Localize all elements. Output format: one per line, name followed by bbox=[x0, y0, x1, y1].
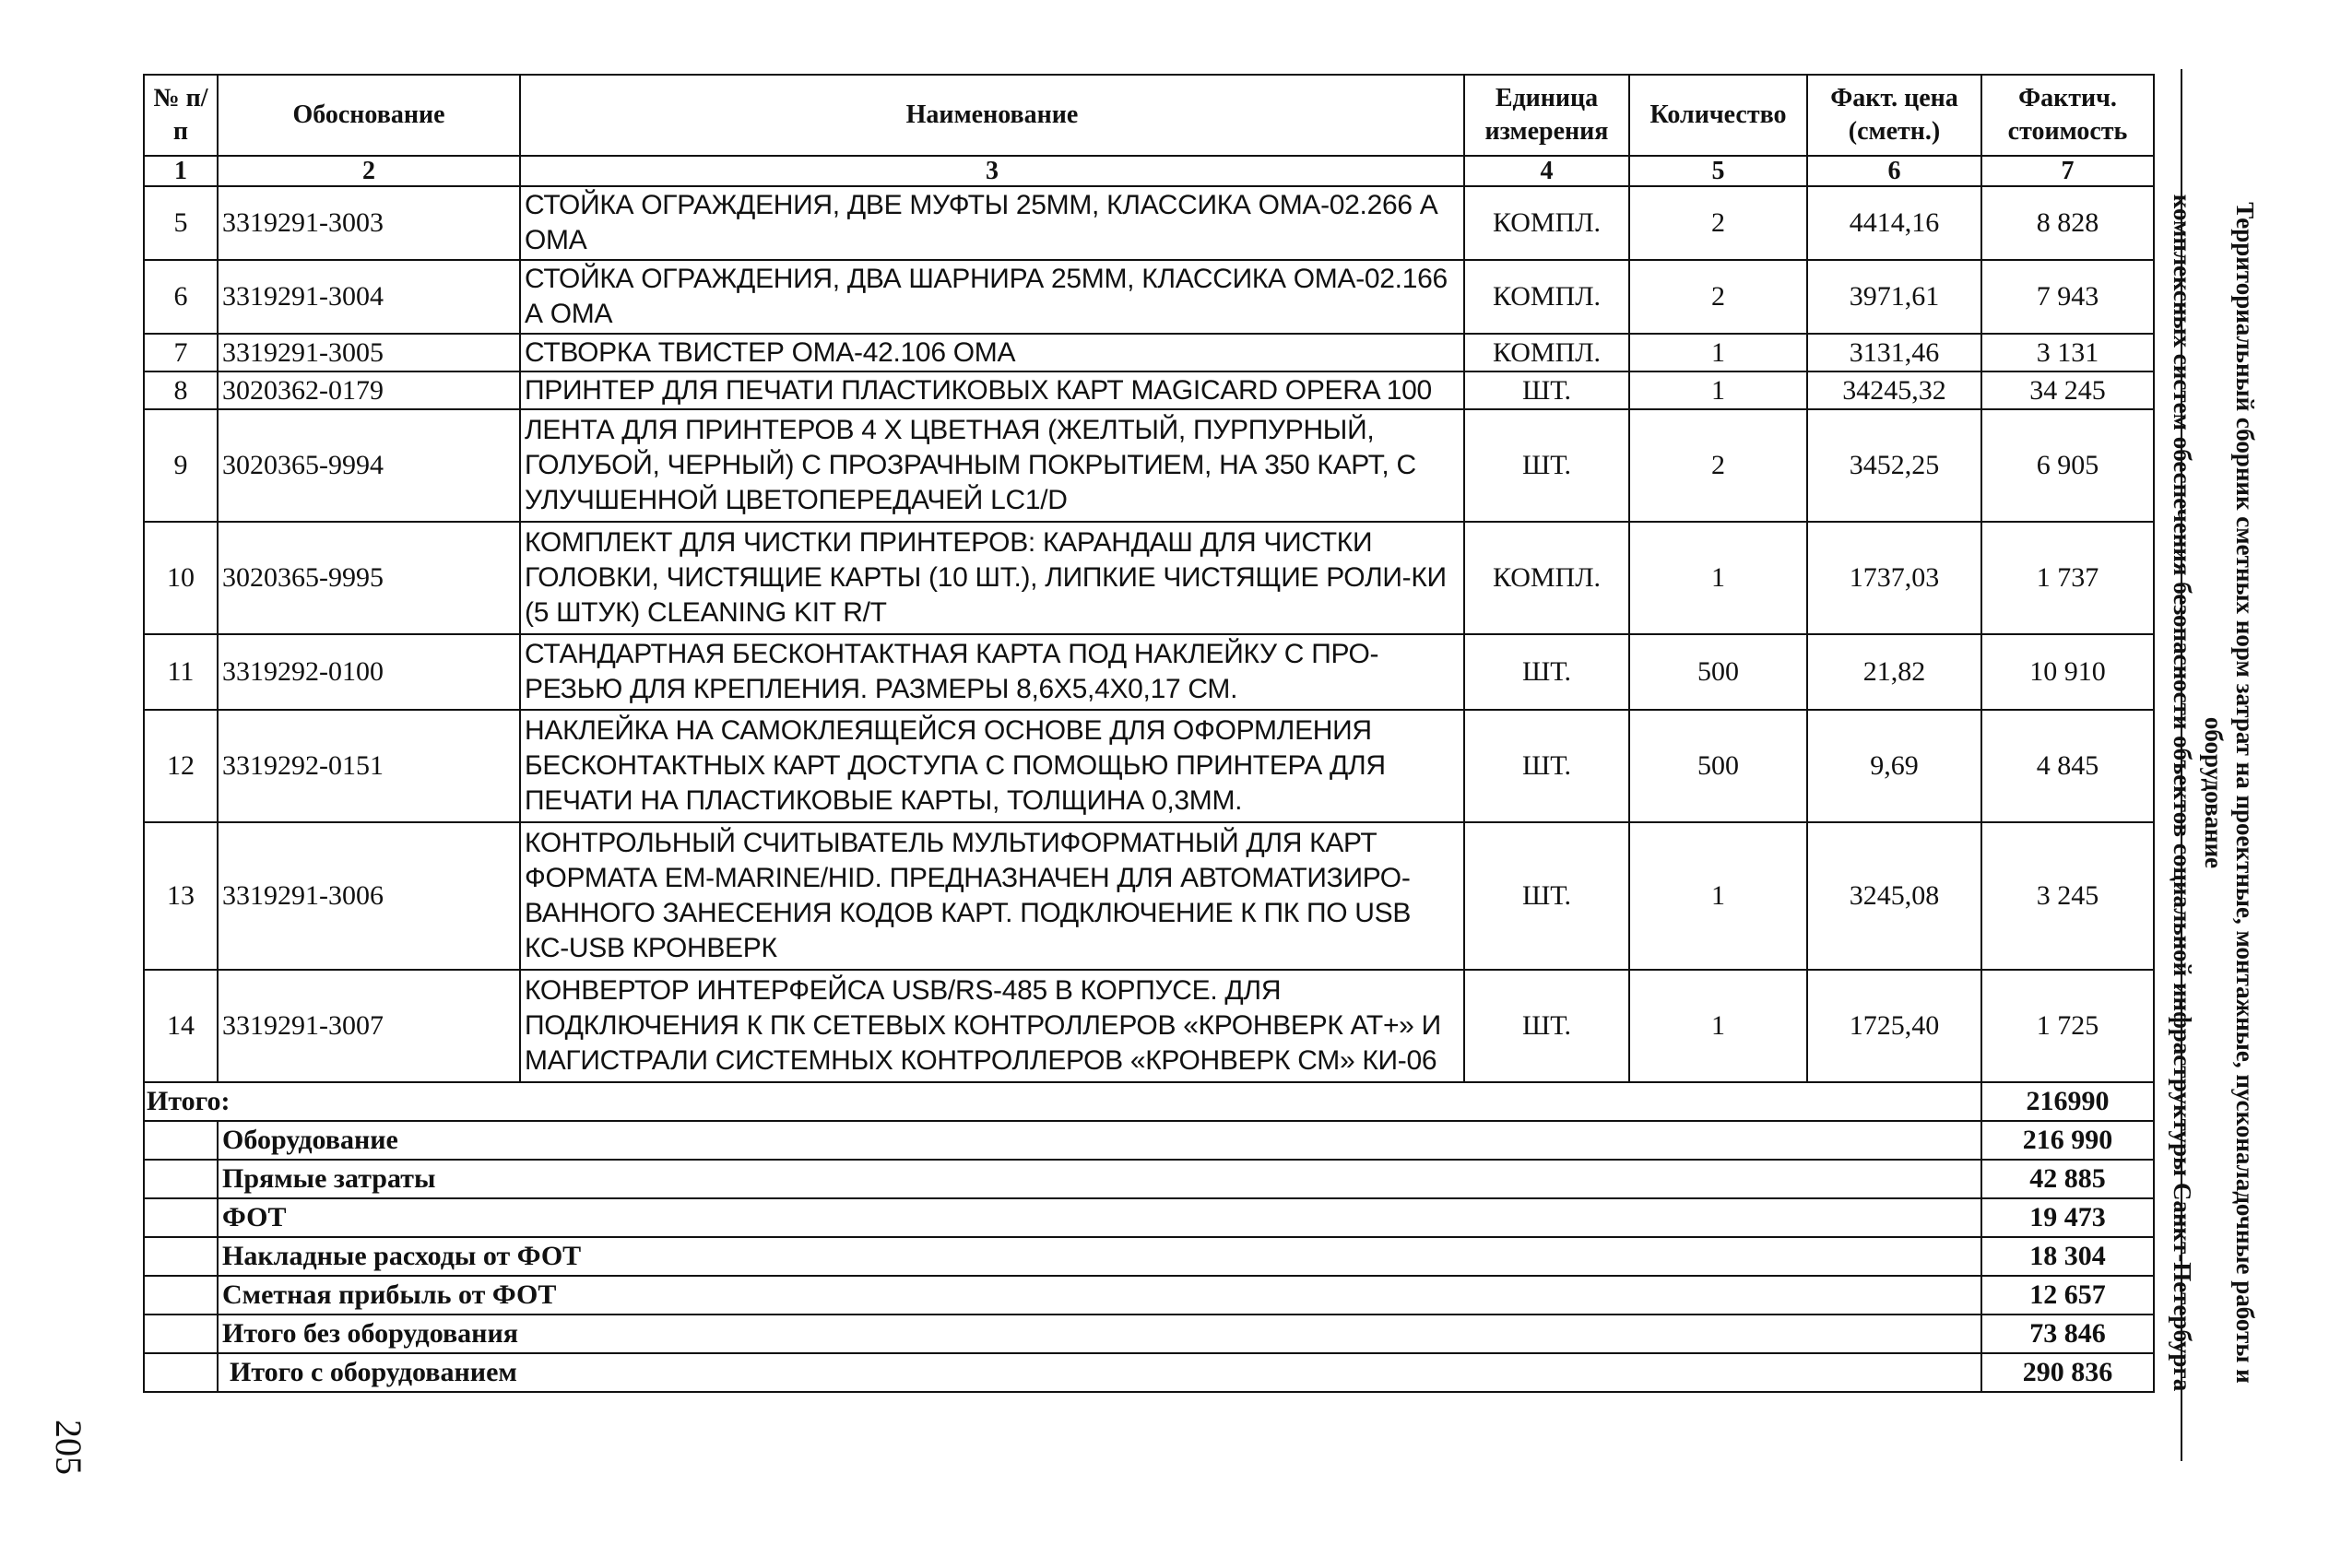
row-number: 14 bbox=[144, 970, 218, 1082]
table-row bbox=[144, 371, 2154, 409]
summary-label: Прямые затраты bbox=[218, 1160, 1981, 1198]
row-price: 4414,16 bbox=[1807, 186, 1981, 260]
row-number: 7 bbox=[144, 334, 218, 371]
row-cost: 8 828 bbox=[1981, 186, 2154, 260]
running-title-line-1: Территориальный сборник сметных норм затрат на проектные, монтажные, пусконаладочные работы и оборудование bbox=[2200, 202, 2259, 1384]
row-quantity: 1 bbox=[1629, 371, 1807, 409]
summary-label: Итого без оборудования bbox=[218, 1315, 1981, 1353]
row-basis: 3319291-3006 bbox=[218, 822, 520, 970]
row-number: 11 bbox=[144, 634, 218, 710]
row-cost: 4 845 bbox=[1981, 710, 2154, 822]
summary-label: Оборудование bbox=[218, 1121, 1981, 1160]
row-number: 10 bbox=[144, 522, 218, 634]
row-number: 6 bbox=[144, 260, 218, 334]
column-index: 5 bbox=[1629, 156, 1807, 186]
table-row bbox=[144, 334, 2154, 371]
row-price: 3452,25 bbox=[1807, 409, 1981, 522]
row-number: 9 bbox=[144, 409, 218, 522]
row-price: 1737,03 bbox=[1807, 522, 1981, 634]
row-number: 5 bbox=[144, 186, 218, 260]
summary-spacer bbox=[144, 1315, 218, 1353]
summary-row bbox=[144, 1353, 2154, 1392]
row-basis: 3020362-0179 bbox=[218, 371, 520, 409]
row-quantity: 1 bbox=[1629, 522, 1807, 634]
column-index: 6 bbox=[1807, 156, 1981, 186]
table-row bbox=[144, 634, 2154, 710]
summary-value: 73 846 bbox=[1981, 1315, 2154, 1353]
row-price: 3245,08 bbox=[1807, 822, 1981, 970]
row-cost: 10 910 bbox=[1981, 634, 2154, 710]
row-name: СТАНДАРТНАЯ БЕСКОНТАКТНАЯ КАРТА ПОД НАКЛЕЙКУ С ПРО-РЕЗЬЮ ДЛЯ КРЕПЛЕНИЯ. РАЗМЕРЫ 8,6Х5,4Х0,17 СМ. bbox=[520, 634, 1464, 710]
header-row bbox=[144, 75, 2154, 156]
summary-row bbox=[144, 1276, 2154, 1315]
table-row bbox=[144, 260, 2154, 334]
column-index: 1 bbox=[144, 156, 218, 186]
row-name: СТОЙКА ОГРАЖДЕНИЯ, ДВА ШАРНИРА 25ММ, КЛАССИКА ОМА-02.166 А ОМА bbox=[520, 260, 1464, 334]
row-cost: 3 245 bbox=[1981, 822, 2154, 970]
row-basis: 3319291-3005 bbox=[218, 334, 520, 371]
row-quantity: 2 bbox=[1629, 260, 1807, 334]
row-name: КОНВЕРТОР ИНТЕРФЕЙСА USB/RS-485 В КОРПУСЕ. ДЛЯ ПОДКЛЮЧЕНИЯ К ПК СЕТЕВЫХ КОНТРОЛЛЕРОВ «КРОНВЕРК АТ+» И МАГИСТРАЛИ СИСТЕМНЫХ КОНТРОЛЛЕРОВ «КРОНВЕРК СМ» КИ-06 bbox=[520, 970, 1464, 1082]
table-row bbox=[144, 970, 2154, 1082]
header-price: Факт. цена (сметн.) bbox=[1807, 75, 1981, 156]
row-unit: ШТ. bbox=[1464, 371, 1629, 409]
row-quantity: 1 bbox=[1629, 970, 1807, 1082]
row-unit: КОМПЛ. bbox=[1464, 186, 1629, 260]
summary-value: 19 473 bbox=[1981, 1198, 2154, 1237]
row-quantity: 500 bbox=[1629, 710, 1807, 822]
row-name: СТОЙКА ОГРАЖДЕНИЯ, ДВЕ МУФТЫ 25ММ, КЛАССИКА ОМА-02.266 А ОМА bbox=[520, 186, 1464, 260]
row-cost: 1 725 bbox=[1981, 970, 2154, 1082]
row-basis: 3319292-0100 bbox=[218, 634, 520, 710]
row-unit: ШТ. bbox=[1464, 822, 1629, 970]
summary-label: ФОТ bbox=[218, 1198, 1981, 1237]
row-cost: 3 131 bbox=[1981, 334, 2154, 371]
summary-row bbox=[144, 1121, 2154, 1160]
row-name: ЛЕНТА ДЛЯ ПРИНТЕРОВ 4 Х ЦВЕТНАЯ (ЖЕЛТЫЙ, ПУРПУРНЫЙ, ГОЛУБОЙ, ЧЕРНЫЙ) С ПРОЗРАЧНЫМ ПОКРЫТИЕМ, НА 350 КАРТ, С УЛУЧШЕННОЙ ЦВЕТОПЕРЕДАЧЕЙ LC1/D bbox=[520, 409, 1464, 522]
row-unit: ШТ. bbox=[1464, 634, 1629, 710]
row-unit: КОМПЛ. bbox=[1464, 522, 1629, 634]
row-unit: ШТ. bbox=[1464, 970, 1629, 1082]
row-quantity: 2 bbox=[1629, 186, 1807, 260]
summary-spacer bbox=[144, 1121, 218, 1160]
row-basis: 3020365-9994 bbox=[218, 409, 520, 522]
row-price: 1725,40 bbox=[1807, 970, 1981, 1082]
summary-row bbox=[144, 1160, 2154, 1198]
summary-value: 42 885 bbox=[1981, 1160, 2154, 1198]
page-number: 205 bbox=[48, 1420, 89, 1475]
row-name: КОМПЛЕКТ ДЛЯ ЧИСТКИ ПРИНТЕРОВ: КАРАНДАШ ДЛЯ ЧИСТКИ ГОЛОВКИ, ЧИСТЯЩИЕ КАРТЫ (10 ШТ.), ЛИПКИЕ ЧИСТЯЩИЕ РОЛИ-КИ (5 ШТУК) CLEANING KIT R/T bbox=[520, 522, 1464, 634]
summary-label: Накладные расходы от ФОТ bbox=[218, 1237, 1981, 1276]
summary-spacer bbox=[144, 1198, 218, 1237]
row-quantity: 2 bbox=[1629, 409, 1807, 522]
row-quantity: 1 bbox=[1629, 822, 1807, 970]
table-row bbox=[144, 522, 2154, 634]
row-unit: КОМПЛ. bbox=[1464, 334, 1629, 371]
summary-spacer bbox=[144, 1237, 218, 1276]
header-number: № п/п bbox=[144, 75, 218, 156]
row-cost: 34 245 bbox=[1981, 371, 2154, 409]
summary-value: 216 990 bbox=[1981, 1121, 2154, 1160]
summary-spacer bbox=[144, 1353, 218, 1392]
column-index: 7 bbox=[1981, 156, 2154, 186]
row-cost: 7 943 bbox=[1981, 260, 2154, 334]
row-name: СТВОРКА ТВИСТЕР ОМА-42.106 ОМА bbox=[520, 334, 1464, 371]
total-label: Итого: bbox=[144, 1082, 1981, 1121]
summary-row bbox=[144, 1237, 2154, 1276]
row-price: 9,69 bbox=[1807, 710, 1981, 822]
header-unit: Единица измерения bbox=[1464, 75, 1629, 156]
row-cost: 6 905 bbox=[1981, 409, 2154, 522]
column-index: 3 bbox=[520, 156, 1464, 186]
row-basis: 3319292-0151 bbox=[218, 710, 520, 822]
summary-value: 12 657 bbox=[1981, 1276, 2154, 1315]
row-unit: КОМПЛ. bbox=[1464, 260, 1629, 334]
table-row bbox=[144, 710, 2154, 822]
summary-spacer bbox=[144, 1276, 218, 1315]
header-quantity: Количество bbox=[1629, 75, 1807, 156]
row-basis: 3319291-3003 bbox=[218, 186, 520, 260]
summary-value: 18 304 bbox=[1981, 1237, 2154, 1276]
estimate-table bbox=[143, 74, 2155, 1393]
column-index: 4 bbox=[1464, 156, 1629, 186]
row-quantity: 500 bbox=[1629, 634, 1807, 710]
row-number: 13 bbox=[144, 822, 218, 970]
row-basis: 3319291-3007 bbox=[218, 970, 520, 1082]
row-basis: 3319291-3004 bbox=[218, 260, 520, 334]
row-unit: ШТ. bbox=[1464, 409, 1629, 522]
running-title-line-2: комплексных систем обеспечения безопасности объектов социальной инфраструктуры Санкт-Петербурга bbox=[2169, 194, 2196, 1392]
summary-row bbox=[144, 1198, 2154, 1237]
row-quantity: 1 bbox=[1629, 334, 1807, 371]
summary-row bbox=[144, 1315, 2154, 1353]
running-title bbox=[2167, 147, 2261, 1438]
row-price: 3131,46 bbox=[1807, 334, 1981, 371]
row-name: ПРИНТЕР ДЛЯ ПЕЧАТИ ПЛАСТИКОВЫХ КАРТ MAGICARD OPERA 100 bbox=[520, 371, 1464, 409]
row-price: 34245,32 bbox=[1807, 371, 1981, 409]
row-basis: 3020365-9995 bbox=[218, 522, 520, 634]
table-row bbox=[144, 822, 2154, 970]
total-value: 216990 bbox=[1981, 1082, 2154, 1121]
row-price: 3971,61 bbox=[1807, 260, 1981, 334]
summary-label: Итого с оборудованием bbox=[218, 1353, 1981, 1392]
header-name: Наименование bbox=[520, 75, 1464, 156]
row-cost: 1 737 bbox=[1981, 522, 2154, 634]
total-row bbox=[144, 1082, 2154, 1121]
summary-label: Сметная прибыль от ФОТ bbox=[218, 1276, 1981, 1315]
summary-spacer bbox=[144, 1160, 218, 1198]
header-basis: Обоснование bbox=[218, 75, 520, 156]
row-number: 12 bbox=[144, 710, 218, 822]
row-name: КОНТРОЛЬНЫЙ СЧИТЫВАТЕЛЬ МУЛЬТИФОРМАТНЫЙ ДЛЯ КАРТ ФОРМАТА EM-MARINE/HID. ПРЕДНАЗНАЧЕН ДЛЯ АВТОМАТИЗИРО-ВАННОГО ЗАНЕСЕНИЯ КОДОВ КАРТ. ПОДКЛЮЧЕНИЕ К ПК ПО USB КС-USB КРОНВЕРК bbox=[520, 822, 1464, 970]
row-name: НАКЛЕЙКА НА САМОКЛЕЯЩЕЙСЯ ОСНОВЕ ДЛЯ ОФОРМЛЕНИЯ БЕСКОНТАКТНЫХ КАРТ ДОСТУПА С ПОМОЩЬЮ ПРИНТЕРА ДЛЯ ПЕЧАТИ НА ПЛАСТИКОВЫЕ КАРТЫ, ТОЛЩИНА 0,3ММ. bbox=[520, 710, 1464, 822]
table-row bbox=[144, 409, 2154, 522]
row-unit: ШТ. bbox=[1464, 710, 1629, 822]
header-cost: Фактич. стоимость bbox=[1981, 75, 2154, 156]
summary-value: 290 836 bbox=[1981, 1353, 2154, 1392]
column-index-row bbox=[144, 156, 2154, 186]
column-index: 2 bbox=[218, 156, 520, 186]
row-price: 21,82 bbox=[1807, 634, 1981, 710]
table-row bbox=[144, 186, 2154, 260]
row-number: 8 bbox=[144, 371, 218, 409]
